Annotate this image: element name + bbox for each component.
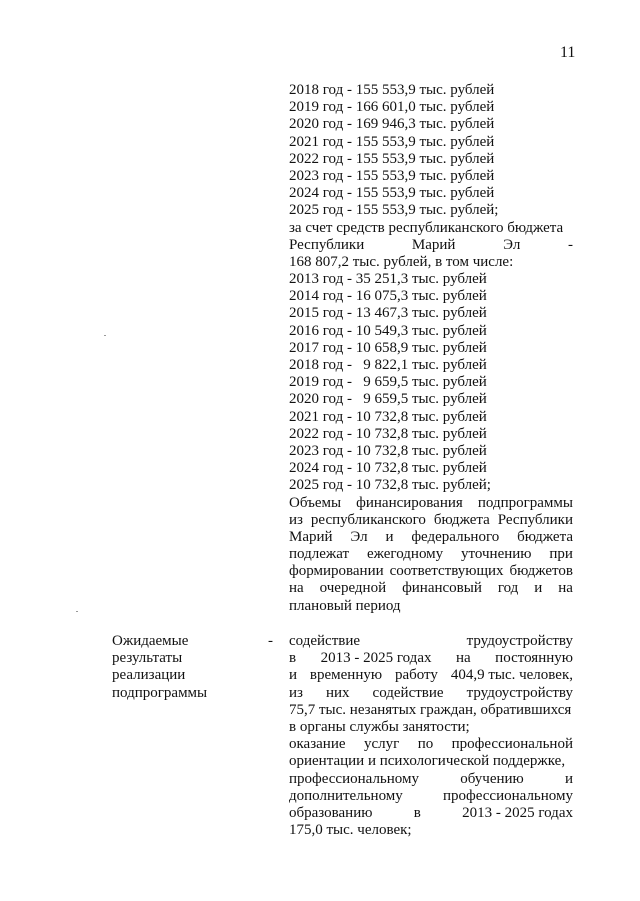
word: Эл	[350, 528, 368, 545]
word: бюджета	[433, 511, 490, 528]
federal-year-line: 2021 год - 155 553,9 тыс. рублей	[289, 133, 495, 150]
republic-year-line: 2021 год - 10 732,8 тыс. рублей	[289, 408, 487, 425]
republic-year-line: 2013 год - 35 251,3 тыс. рублей	[289, 271, 487, 288]
word: Объемы	[289, 494, 342, 511]
volumes-note-line	[289, 580, 573, 597]
word: образованию	[289, 804, 373, 821]
financing-text-block	[289, 82, 573, 615]
word: содействие	[289, 633, 361, 649]
republic-year-line: 2015 год - 13 467,3 тыс. рублей	[289, 305, 487, 322]
word: трудоустройству	[466, 633, 573, 649]
word: оказание	[289, 736, 346, 753]
results-line	[289, 822, 573, 839]
word: работу	[394, 667, 438, 684]
republic-intro-line-3: 168 807,2 тыс. рублей, в том числе:	[289, 253, 514, 270]
results-line	[289, 685, 573, 702]
republic-year-line: 2018 год - 9 822,1 тыс. рублей	[289, 357, 487, 373]
word: соответствующих	[389, 563, 504, 580]
label-line: реализации	[112, 667, 186, 684]
label-line: Ожидаемые	[112, 633, 189, 649]
word: 2013 - 2025 годах	[320, 650, 432, 667]
republic-year-line: 2017 год - 10 658,9 тыс. рублей	[289, 339, 487, 356]
republic-year-line: 2025 год - 10 732,8 тыс. рублей;	[289, 477, 491, 494]
republic-year-line: 2024 год - 10 732,8 тыс. рублей	[289, 460, 487, 477]
word: подпрограммы	[477, 494, 573, 511]
word: временную	[309, 667, 383, 684]
federal-year-line: 2018 год - 155 553,9 тыс. рублей	[289, 82, 495, 98]
word: Республики	[289, 236, 365, 253]
word: Эл	[503, 236, 521, 253]
word: и	[564, 770, 573, 787]
federal-year-line: 2025 год - 155 553,9 тыс. рублей;	[289, 202, 499, 219]
word: содействие	[372, 684, 444, 701]
word: бюджета	[517, 528, 573, 545]
volumes-note	[289, 495, 573, 615]
federal-years-list	[289, 82, 573, 220]
word: по	[417, 736, 434, 753]
word: плановый период	[289, 597, 401, 614]
word: формировании	[289, 563, 384, 580]
word: бюджетов	[509, 563, 573, 580]
federal-year-line: 2024 год - 155 553,9 тыс. рублей	[289, 185, 495, 202]
word: очередной	[319, 580, 387, 597]
word: федерального	[411, 528, 500, 545]
word: уточнению	[461, 546, 532, 563]
republic-year-line: 2014 год - 16 075,3 тыс. рублей	[289, 288, 487, 305]
word: и	[385, 528, 394, 545]
label-line: подпрограммы	[112, 684, 208, 701]
republic-year-line: 2022 год - 10 732,8 тыс. рублей	[289, 425, 487, 442]
volumes-note-line	[289, 563, 573, 580]
results-line	[289, 719, 573, 736]
word: и	[534, 580, 543, 597]
word: из	[289, 511, 303, 528]
word: профессиональному	[443, 787, 573, 804]
word: на	[289, 580, 304, 597]
word: Марий	[411, 236, 456, 253]
word: в	[289, 650, 297, 667]
word: дополнительному	[289, 787, 403, 804]
results-line	[289, 805, 573, 822]
word: постоянную	[495, 650, 573, 667]
federal-year-line: 2019 год - 166 601,0 тыс. рублей	[289, 99, 495, 116]
results-line	[289, 736, 573, 753]
word: и	[289, 667, 298, 684]
federal-year-line: 2020 год - 169 946,3 тыс. рублей	[289, 116, 495, 133]
word: год	[497, 580, 519, 597]
results-line	[289, 702, 573, 719]
republic-year-line: 2019 год - 9 659,5 тыс. рублей	[289, 374, 487, 391]
word: ежегодному	[366, 546, 444, 563]
results-line	[289, 788, 573, 805]
scan-speck	[76, 611, 78, 612]
results-line	[289, 753, 573, 770]
results-line	[289, 771, 573, 788]
word: трудоустройству	[466, 684, 573, 701]
label-dash: -	[268, 633, 273, 649]
republic-intro-line-1: за счет средств республиканского бюджета	[289, 219, 564, 236]
republic-year-line: 2016 год - 10 549,3 тыс. рублей	[289, 322, 487, 339]
volumes-note-line	[289, 495, 573, 512]
word: при	[549, 546, 573, 563]
word: в	[413, 804, 421, 821]
results-line	[289, 633, 573, 650]
word: услуг	[363, 736, 400, 753]
results-line	[289, 667, 573, 684]
word: на	[558, 580, 573, 597]
results-line	[289, 650, 573, 667]
volumes-note-line	[289, 529, 573, 546]
word: финансовый	[402, 580, 482, 597]
federal-year-line: 2022 год - 155 553,9 тыс. рублей	[289, 150, 495, 167]
republic-years-list	[289, 271, 573, 494]
republic-year-line: 2020 год - 9 659,5 тыс. рублей	[289, 391, 487, 408]
word: Республики	[497, 511, 573, 528]
page-number: 11	[560, 44, 576, 61]
scan-speck	[104, 335, 106, 336]
word: на	[455, 650, 471, 667]
word: в органы службы занятости;	[289, 718, 470, 735]
word: ориентации и психологической поддержке,	[289, 753, 566, 770]
word: из	[289, 684, 303, 701]
republic-year-line: 2023 год - 10 732,8 тыс. рублей	[289, 442, 487, 459]
word: -	[567, 236, 573, 253]
republic-intro-line-2	[289, 237, 573, 254]
federal-year-line: 2023 год - 155 553,9 тыс. рублей	[289, 167, 495, 184]
volumes-note-line	[289, 512, 573, 529]
volumes-note-line	[289, 546, 573, 563]
word: 2013 - 2025 годах	[462, 804, 573, 821]
word: 75,7 тыс. незанятых граждан, обратившихся	[289, 701, 572, 718]
word: профессиональной	[451, 736, 573, 753]
word: 175,0 тыс. человек;	[289, 822, 412, 839]
expected-results-text	[289, 633, 573, 839]
word: 404,9 тыс. человек,	[450, 667, 573, 684]
label-line: результаты	[112, 650, 183, 667]
word: финансирования	[356, 494, 463, 511]
word: профессиональному	[289, 770, 419, 787]
expected-results-label	[112, 633, 277, 702]
word: Марий	[289, 528, 333, 545]
word: них	[325, 684, 350, 701]
word: подлежат	[289, 546, 350, 563]
word: обучению	[460, 770, 524, 787]
volumes-note-line	[289, 598, 573, 615]
word: республиканского	[310, 511, 426, 528]
